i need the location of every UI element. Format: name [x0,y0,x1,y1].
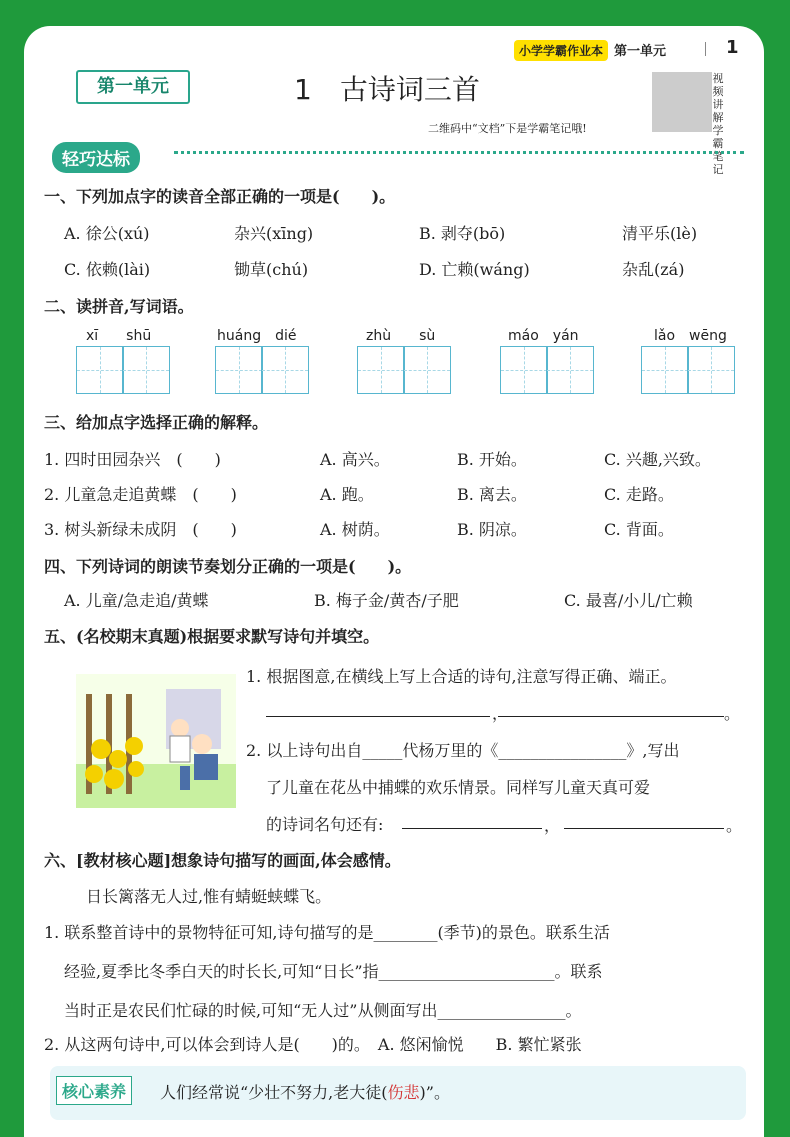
writing-box[interactable] [403,346,451,394]
q1-option-b: B. 剥夺(bō) [419,224,506,243]
pinyin-2: huáng dié [217,328,297,344]
hint-badge: 核心素养 [56,1076,132,1105]
q3-row-3: 3. 树头新绿未成阴 ( ) [44,520,237,539]
q1-option-c: C. 依赖(lài) [64,260,151,279]
book-badge: 小学学霸作业本 [514,40,608,61]
q3-row-1-b: B. 开始。 [457,450,527,469]
q3-row-1-c: C. 兴趣,兴致。 [604,450,711,469]
q3-row-1: 1. 四时田园杂兴 ( ) [44,450,221,469]
q3-row-2-c: C. 走路。 [604,485,674,504]
q6-line2: 经验,夏季比冬季白天的时长长,可知“日长”指______________________。联系 [64,962,603,981]
illustration-kids-butterflies [76,674,236,808]
answer-line[interactable] [402,827,542,829]
lesson-title: 1 古诗词三首 [294,73,480,106]
header-separator [705,42,706,56]
q3-title: 三、给加点字选择正确的解释。 [44,413,269,432]
side-text: 视频讲解 学霸笔记 [712,72,724,176]
q4-title: 四、下列诗词的朗读节奏划分正确的一项是( )。 [44,557,412,576]
writing-box[interactable] [546,346,594,394]
unit-box: 第一单元 [76,70,190,104]
q4-option-a: A. 儿童/急走追/黄蝶 [64,591,209,610]
pinyin-4: máo yán [508,328,579,344]
hint-text-before: 人们经常说“少壮不努力,老大徒( [160,1083,388,1102]
hint-text-after: )”。 [419,1083,450,1102]
writing-box[interactable] [122,346,170,394]
q1-option-a2: 杂兴(xīng) [234,224,314,243]
q6-line4: 2. 从这两句诗中,可以体会到诗人是( )的。 A. 悠闲愉悦 B. 繁忙紧张 [44,1035,582,1054]
q1-title: 一、下列加点字的读音全部正确的一项是( )。 [44,187,396,206]
q1-option-a: A. 徐公(xú) [64,224,150,243]
qr-note: 二维码中“文档”下是学霸笔记哦! [428,122,587,135]
q1-option-b2: 清平乐(lè) [622,224,698,243]
writing-box[interactable] [687,346,735,394]
writing-box[interactable] [641,346,689,394]
poem-quote: 日长篱落无人过,惟有蜻蜓蛱蝶飞。 [86,887,332,906]
section-dots [174,151,744,154]
q3-row-2: 2. 儿童急走追黄蝶 ( ) [44,485,237,504]
q3-row-2-a: A. 跑。 [320,485,374,504]
pinyin-3: zhù sù [366,328,436,344]
q3-row-3-a: A. 树荫。 [320,520,390,539]
q5-comma-2: ， [544,816,561,835]
q6-title: 六、[教材核心题]想象诗句描写的画面,体会感情。 [44,851,401,870]
q1-option-d: D. 亡赖(wáng) [419,260,530,279]
answer-line[interactable] [564,827,724,829]
q6-line3: 当时正是农民们忙碌的时候,可知“无人过”从侧面写出________________。 [64,1001,582,1020]
q5-line2: 2. 以上诗句出自_____代杨万里的《________________》,写出 [246,741,680,760]
section-badge: 轻巧达标 [52,142,140,173]
answer-line[interactable] [498,715,724,717]
qr-code-icon[interactable] [652,72,712,132]
q5-line4: 的诗词名句还有: [266,815,384,834]
hint-box [50,1066,746,1120]
q2-title: 二、读拼音,写词语。 [44,297,194,316]
unit-label: 第一单元 [614,44,667,59]
writing-box[interactable] [500,346,548,394]
answer-line[interactable] [266,715,490,717]
writing-box[interactable] [215,346,263,394]
q4-option-c: C. 最喜/小儿/亡赖 [564,591,693,610]
q3-row-3-b: B. 阴凉。 [457,520,527,539]
q4-option-b: B. 梅子金/黄杏/子肥 [314,591,459,610]
q5-period-2: 。 [726,816,743,835]
q3-row-1-a: A. 高兴。 [320,450,390,469]
pinyin-1: xī shū [86,328,152,344]
hint-text [160,1080,450,1103]
pinyin-5: lǎo wēng [654,328,727,344]
writing-box[interactable] [261,346,309,394]
q1-option-c2: 锄草(chú) [234,260,309,279]
writing-box[interactable] [76,346,124,394]
q5-comma: ， [492,704,509,723]
writing-box[interactable] [357,346,405,394]
q6-line1: 1. 联系整首诗中的景物特征可知,诗句描写的是________(季节)的景色。联系生活 [44,923,610,942]
q5-line3: 了儿童在花丛中捕蝶的欢乐情景。同样写儿童天真可爱 [266,778,651,797]
q1-option-d2: 杂乱(zá) [622,260,685,279]
q5-title: 五、(名校期末真题)根据要求默写诗句并填空。 [44,627,380,646]
q5-line1: 1. 根据图意,在横线上写上合适的诗句,注意写得正确、端正。 [246,667,677,686]
page-number: 1 [726,37,739,58]
q5-period: 。 [724,704,741,723]
q3-row-3-c: C. 背面。 [604,520,674,539]
hint-red-word: 伤悲 [387,1083,420,1102]
worksheet-page [24,26,764,1137]
q3-row-2-b: B. 离去。 [457,485,527,504]
